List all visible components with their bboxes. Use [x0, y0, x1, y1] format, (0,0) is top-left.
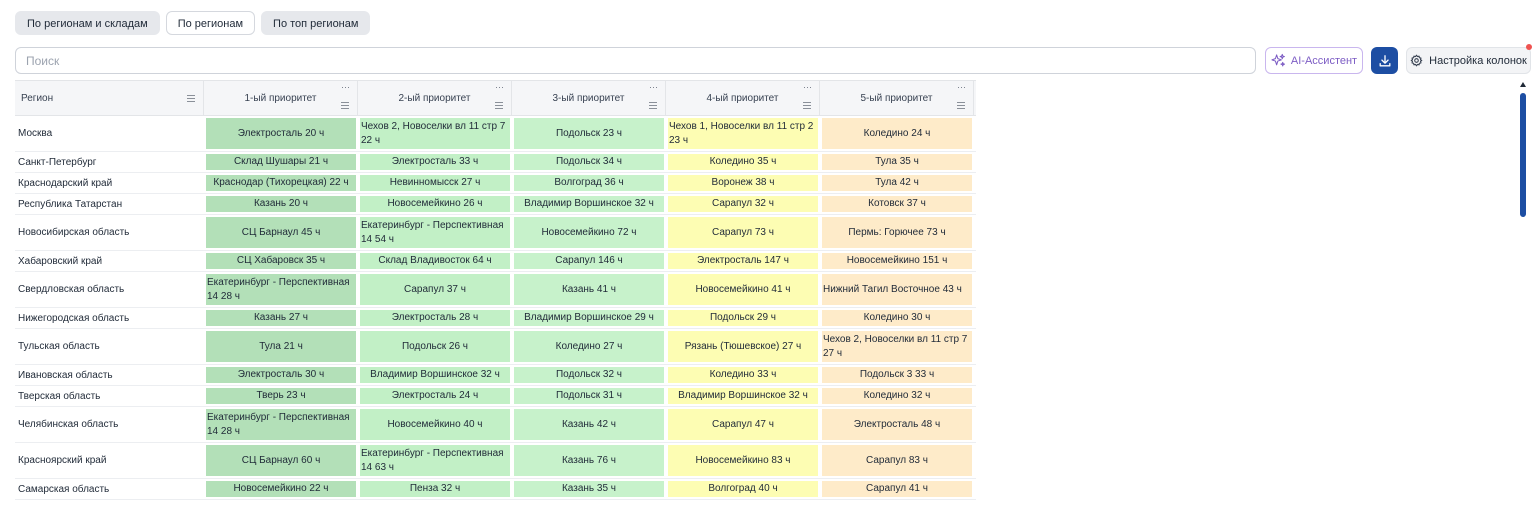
warehouse-value: Электросталь 20 ч: [206, 118, 356, 149]
priority-3-cell: [512, 479, 666, 499]
priority-2-cell: [358, 329, 512, 364]
priority-5-cell: [820, 215, 974, 250]
priority-5-cell: [820, 116, 974, 151]
view-tabs: [15, 11, 370, 35]
warehouse-value: Казань 76 ч: [514, 445, 664, 476]
vertical-scrollbar[interactable]: [1519, 82, 1527, 508]
priority-2-cell: [358, 479, 512, 499]
warehouse-value: Казань 41 ч: [514, 274, 664, 305]
priority-4-cell: [666, 443, 820, 478]
warehouse-value: Казань 27 ч: [206, 310, 356, 326]
region-cell: Красноярский край: [18, 455, 107, 466]
warehouse-value: Казань 42 ч: [514, 409, 664, 440]
column-settings-label: Настройка колонок: [1429, 54, 1527, 67]
table-row[interactable]: [15, 251, 976, 272]
priority-4-cell: [666, 272, 820, 307]
ai-assistant-label: AI-Ассистент: [1290, 54, 1358, 67]
priority-3-cell: [512, 329, 666, 364]
warehouse-value: СЦ Барнаул 60 ч: [206, 445, 356, 476]
column-options-icon[interactable]: ···: [495, 82, 504, 92]
region-cell: Краснодарский край: [18, 177, 113, 189]
warehouse-value: Подольск 3 33 ч: [822, 367, 972, 383]
warehouse-value: Сарапул 32 ч: [668, 196, 818, 212]
warehouse-value: Коледино 27 ч: [514, 331, 664, 362]
region-cell: Республика Татарстан: [18, 198, 123, 210]
warehouse-value: Электросталь 24 ч: [360, 388, 510, 404]
priority-5-cell: [820, 194, 974, 214]
priority-5-cell: [820, 365, 974, 385]
table-row[interactable]: [15, 152, 976, 173]
priority-5-cell: [820, 308, 974, 328]
warehouse-value: Коледино 33 ч: [668, 367, 818, 383]
column-options-icon[interactable]: ···: [803, 82, 812, 92]
priority-2-cell: [358, 386, 512, 406]
region-cell: Свердловская область: [18, 284, 125, 295]
tab-by-top-regions[interactable]: По топ регионам: [261, 11, 370, 35]
table-row[interactable]: [15, 407, 976, 443]
region-cell: Хабаровский край: [18, 255, 103, 267]
priority-2-cell: [358, 272, 512, 307]
column-menu-icon[interactable]: [495, 102, 503, 109]
warehouse-value: Новосемейкино 40 ч: [360, 409, 510, 440]
column-options-icon[interactable]: ···: [957, 82, 966, 92]
priority-5-cell: [820, 329, 974, 364]
warehouse-value: Электросталь 48 ч: [822, 409, 972, 440]
priority-1-cell: [204, 116, 358, 151]
priority-3-cell: [512, 308, 666, 328]
warehouse-value: Сарапул 37 ч: [360, 274, 510, 305]
priority-4-cell: [666, 329, 820, 364]
region-cell: Москва: [18, 128, 53, 139]
priority-1-cell: [204, 251, 358, 271]
warehouse-value: Рязань (Тюшевское) 27 ч: [668, 331, 818, 362]
warehouse-value: Электросталь 33 ч: [360, 154, 510, 170]
column-header-priority-3[interactable]: [512, 81, 666, 115]
warehouse-value: Сарапул 47 ч: [668, 409, 818, 440]
warehouse-value: Новосемейкино 41 ч: [668, 274, 818, 305]
priority-4-cell: [666, 386, 820, 406]
region-cell: Санкт-Петербург: [18, 156, 97, 168]
table-row[interactable]: [15, 272, 976, 308]
region-cell: Тульская область: [18, 341, 100, 352]
sparkle-icon: [1271, 53, 1286, 68]
table-row[interactable]: [15, 194, 976, 215]
column-header-label: 2-ый приоритет: [398, 92, 471, 104]
warehouse-value: Чехов 2, Новоселки вл 11 стр 7 27 ч: [822, 331, 972, 362]
column-settings-button[interactable]: [1406, 47, 1531, 74]
warehouse-value: Волгоград 36 ч: [514, 175, 664, 191]
priority-2-cell: [358, 194, 512, 214]
warehouse-value: Подольск 29 ч: [668, 310, 818, 326]
warehouse-value: Подольск 26 ч: [360, 331, 510, 362]
priority-2-cell: [358, 152, 512, 172]
priority-3-cell: [512, 272, 666, 307]
priority-1-cell: [204, 308, 358, 328]
priority-5-cell: [820, 152, 974, 172]
column-header-label: 5-ый приоритет: [860, 92, 933, 104]
warehouse-value: Владимир Воршинское 29 ч: [514, 310, 664, 326]
warehouse-value: Новосемейкино 22 ч: [206, 481, 356, 497]
download-icon: [1378, 54, 1392, 68]
warehouse-value: Склад Шушары 21 ч: [206, 154, 356, 170]
priority-5-cell: [820, 272, 974, 307]
region-cell: Новосибирская область: [18, 227, 130, 238]
table-row[interactable]: [15, 173, 976, 194]
warehouse-value: СЦ Барнаул 45 ч: [206, 217, 356, 248]
priority-5-cell: [820, 443, 974, 478]
column-header-label: 1-ый приоритет: [244, 92, 317, 104]
table-row[interactable]: [15, 116, 976, 152]
warehouse-value: Казань 20 ч: [206, 196, 356, 212]
priority-2-cell: [358, 215, 512, 250]
warehouse-value: Новосемейкино 26 ч: [360, 196, 510, 212]
priority-3-cell: [512, 215, 666, 250]
warehouse-value: Новосемейкино 151 ч: [822, 253, 972, 269]
warehouse-value: Тула 21 ч: [206, 331, 356, 362]
warehouse-value: Сарапул 83 ч: [822, 445, 972, 476]
priority-3-cell: [512, 251, 666, 271]
priority-4-cell: [666, 479, 820, 499]
table-row[interactable]: [15, 443, 976, 479]
priority-1-cell: [204, 329, 358, 364]
priority-4-cell: [666, 308, 820, 328]
warehouse-value: Владимир Воршинское 32 ч: [668, 388, 818, 404]
warehouse-value: Электросталь 30 ч: [206, 367, 356, 383]
warehouse-value: Казань 35 ч: [514, 481, 664, 497]
priority-4-cell: [666, 215, 820, 250]
column-header-label: 4-ый приоритет: [706, 92, 779, 104]
column-options-icon[interactable]: ···: [649, 82, 658, 92]
priority-4-cell: [666, 365, 820, 385]
region-cell: Челябинская область: [18, 419, 119, 430]
warehouse-value: Тула 42 ч: [822, 175, 972, 191]
warehouse-value: Волгоград 40 ч: [668, 481, 818, 497]
priority-1-cell: [204, 272, 358, 307]
priority-2-cell: [358, 365, 512, 385]
warehouse-value: Сарапул 73 ч: [668, 217, 818, 248]
warehouse-value: Подольск 31 ч: [514, 388, 664, 404]
priority-4-cell: [666, 194, 820, 214]
priority-5-cell: [820, 407, 974, 442]
priority-2-cell: [358, 308, 512, 328]
priority-3-cell: [512, 443, 666, 478]
priority-1-cell: [204, 215, 358, 250]
priority-5-cell: [820, 251, 974, 271]
priority-5-cell: [820, 173, 974, 193]
column-menu-icon[interactable]: [803, 102, 811, 109]
scroll-up-icon[interactable]: [1520, 82, 1526, 87]
warehouse-value: Пенза 32 ч: [360, 481, 510, 497]
column-menu-icon[interactable]: [649, 102, 657, 109]
priority-2-cell: [358, 443, 512, 478]
priority-3-cell: [512, 386, 666, 406]
region-cell: Самарская область: [18, 483, 110, 495]
priority-3-cell: [512, 116, 666, 151]
warehouse-value: Склад Владивосток 64 ч: [360, 253, 510, 269]
ai-assistant-button[interactable]: [1265, 47, 1363, 74]
priority-1-cell: [204, 443, 358, 478]
column-header-label: Регион: [21, 92, 54, 104]
warehouse-value: Коледино 32 ч: [822, 388, 972, 404]
warehouse-value: Коледино 30 ч: [822, 310, 972, 326]
warehouse-value: Новосемейкино 83 ч: [668, 445, 818, 476]
priority-table: [15, 80, 976, 500]
table-row[interactable]: [15, 479, 976, 500]
column-header-label: 3-ый приоритет: [552, 92, 625, 104]
table-row[interactable]: [15, 386, 976, 407]
table-row[interactable]: [15, 329, 976, 365]
priority-3-cell: [512, 152, 666, 172]
priority-1-cell: [204, 386, 358, 406]
priority-2-cell: [358, 407, 512, 442]
warehouse-value: Чехов 2, Новоселки вл 11 стр 7 22 ч: [360, 118, 510, 149]
priority-2-cell: [358, 116, 512, 151]
warehouse-value: Невинномысск 27 ч: [360, 175, 510, 191]
warehouse-value: Подольск 23 ч: [514, 118, 664, 149]
region-cell: Тверская область: [18, 390, 101, 402]
warehouse-value: Электросталь 147 ч: [668, 253, 818, 269]
priority-4-cell: [666, 152, 820, 172]
priority-2-cell: [358, 173, 512, 193]
column-menu-icon[interactable]: [957, 102, 965, 109]
priority-1-cell: [204, 365, 358, 385]
column-menu-icon[interactable]: [341, 102, 349, 109]
priority-2-cell: [358, 251, 512, 271]
warehouse-value: Владимир Воршинское 32 ч: [514, 196, 664, 212]
column-header-priority-5[interactable]: [820, 81, 974, 115]
priority-4-cell: [666, 407, 820, 442]
warehouse-value: Тула 35 ч: [822, 154, 972, 170]
priority-5-cell: [820, 386, 974, 406]
priority-1-cell: [204, 194, 358, 214]
warehouse-value: Тверь 23 ч: [206, 388, 356, 404]
priority-3-cell: [512, 173, 666, 193]
warehouse-value: Екатеринбург - Перспективная 14 28 ч: [206, 409, 356, 440]
priority-1-cell: [204, 173, 358, 193]
priority-3-cell: [512, 194, 666, 214]
column-header-priority-1[interactable]: [204, 81, 358, 115]
priority-4-cell: [666, 116, 820, 151]
priority-3-cell: [512, 365, 666, 385]
warehouse-value: Котовск 37 ч: [822, 196, 972, 212]
table-row[interactable]: [15, 365, 976, 386]
table-body: [15, 116, 976, 500]
scrollbar-thumb[interactable]: [1520, 93, 1526, 217]
warehouse-value: Пермь: Горючее 73 ч: [822, 217, 972, 248]
priority-1-cell: [204, 479, 358, 499]
column-options-icon[interactable]: ···: [341, 82, 350, 92]
priority-4-cell: [666, 173, 820, 193]
region-cell: Нижегородская область: [18, 312, 130, 324]
warehouse-value: Сарапул 146 ч: [514, 253, 664, 269]
warehouse-value: Новосемейкино 72 ч: [514, 217, 664, 248]
table-header: [15, 80, 976, 116]
warehouse-value: Екатеринбург - Перспективная 14 54 ч: [360, 217, 510, 248]
priority-1-cell: [204, 407, 358, 442]
tab-by-regions[interactable]: По регионам: [166, 11, 255, 35]
warehouse-value: Коледино 35 ч: [668, 154, 818, 170]
warehouse-value: Краснодар (Тихорецкая) 22 ч: [206, 175, 356, 191]
column-header-region[interactable]: [15, 81, 204, 115]
priority-4-cell: [666, 251, 820, 271]
notification-dot: [1526, 44, 1532, 50]
column-header-priority-2[interactable]: [358, 81, 512, 115]
warehouse-value: Подольск 32 ч: [514, 367, 664, 383]
search-input[interactable]: [15, 47, 1256, 74]
download-button[interactable]: [1371, 47, 1398, 74]
warehouse-value: Нижний Тагил Восточное 43 ч: [822, 274, 972, 305]
warehouse-value: СЦ Хабаровск 35 ч: [206, 253, 356, 269]
priority-1-cell: [204, 152, 358, 172]
priority-5-cell: [820, 479, 974, 499]
warehouse-value: Электросталь 28 ч: [360, 310, 510, 326]
region-cell: Ивановская область: [18, 369, 113, 381]
column-menu-icon[interactable]: [187, 95, 195, 102]
gear-icon: [1410, 54, 1423, 67]
warehouse-value: Подольск 34 ч: [514, 154, 664, 170]
warehouse-value: Чехов 1, Новоселки вл 11 стр 2 23 ч: [668, 118, 818, 149]
tab-by-regions-and-warehouses[interactable]: По регионам и складам: [15, 11, 160, 35]
column-header-priority-4[interactable]: [666, 81, 820, 115]
priority-3-cell: [512, 407, 666, 442]
warehouse-value: Екатеринбург - Перспективная 14 28 ч: [206, 274, 356, 305]
toolbar: [15, 47, 1531, 74]
warehouse-value: Екатеринбург - Перспективная 14 63 ч: [360, 445, 510, 476]
warehouse-value: Воронеж 38 ч: [668, 175, 818, 191]
warehouse-value: Сарапул 41 ч: [822, 481, 972, 497]
table-row[interactable]: [15, 308, 976, 329]
warehouse-value: Владимир Воршинское 32 ч: [360, 367, 510, 383]
warehouse-value: Коледино 24 ч: [822, 118, 972, 149]
table-row[interactable]: [15, 215, 976, 251]
